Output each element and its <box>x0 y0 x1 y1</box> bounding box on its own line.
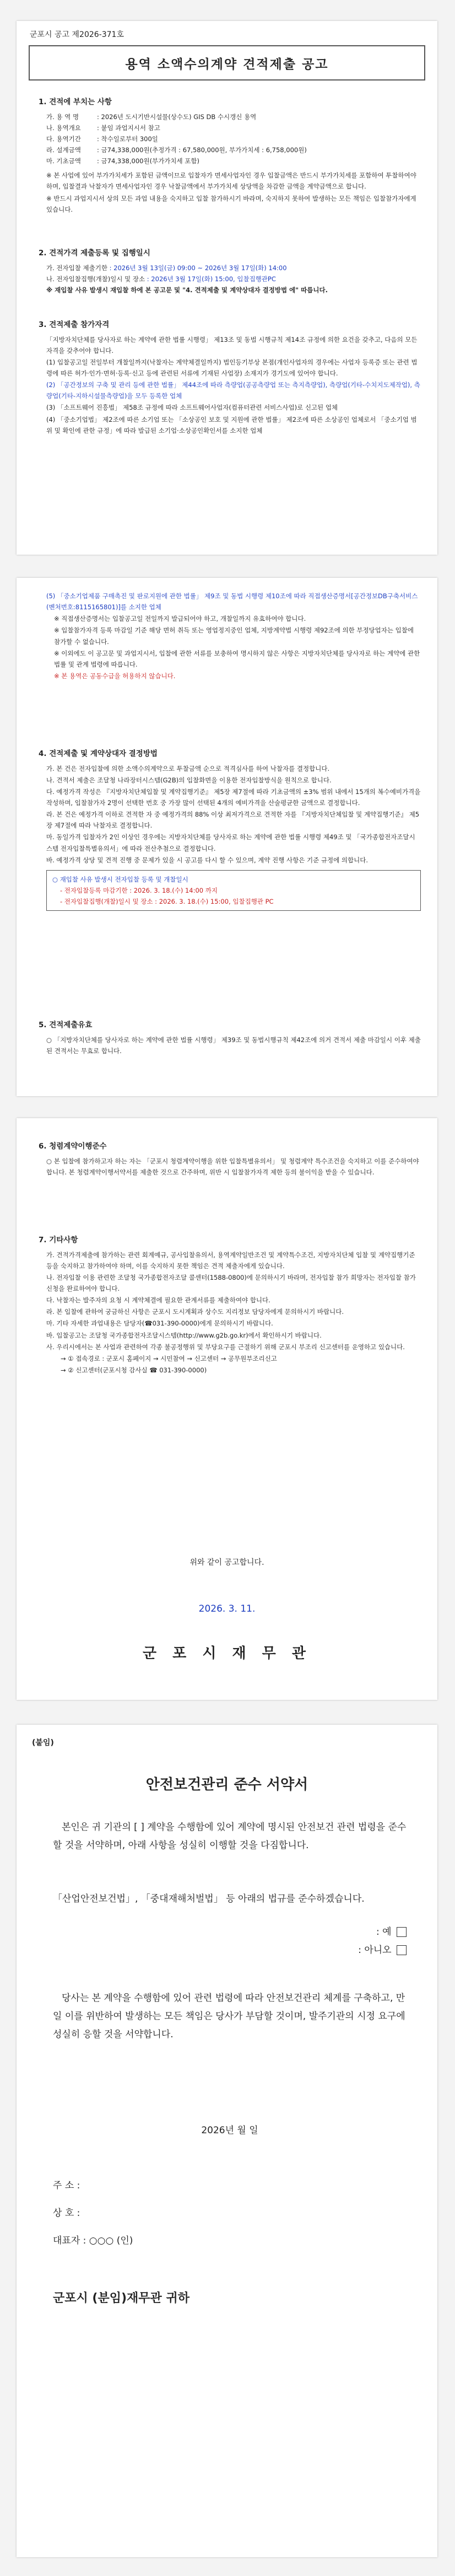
s3-note: ※ 본 용역은 공동수급을 허용하지 않습니다. <box>54 672 176 680</box>
section-2-heading: 2. 견적가격 제출등록 및 집행일시 <box>39 249 150 257</box>
consent-options <box>53 1923 407 1960</box>
doc-number: 군포시 공고 제2026-371호 <box>30 30 124 39</box>
no-checkbox[interactable] <box>397 1945 407 1955</box>
annex-para-2: 「산업안전보건법」, 「중대재해처벌법」 등 아래의 법규를 준수하겠습니다. <box>53 1893 365 1904</box>
section-6 <box>39 1140 421 1178</box>
rebid-line: - 전자입찰등록 마감기한 : 2026. 3. 18.(수) 14:00 까지 <box>60 886 218 894</box>
section-4 <box>39 748 421 915</box>
s3-item: (3) 「소프트웨어 진흥법」 제58조 규정에 따라 소프트웨어사업자(컴퓨터관련 서비스사업)로 신고된 업체 <box>46 404 338 412</box>
s4-item: 다. 예정가격 작성은 『지방자치단체입찰 및 계약집행기준』 제5장 제7절에 따라 기초금액의 ±3% 범위 내에서 15개의 복수예비가격을 작성하며, 입찰참가자 2명이 선택한 번호 중 가장 많이 선택된 4개의 예비가격을 산술평균한 금액으로 결정합니다. <box>46 787 421 807</box>
signer: 군 포 시 재 무 관 <box>143 1645 311 1662</box>
annex-title: 안전보건관리 준수 서약서 <box>145 1777 308 1793</box>
annex-para-3: 당사는 본 계약을 수행함에 있어 관련 법령에 따라 안전보건관리 체계를 구축하고, 만일 이를 위반하여 발생하는 모든 책임은 당사가 부담할 것이며, 발주기관의 시정 요구에 성실히 응할 것을 서약합니다. <box>53 1993 405 2041</box>
s2-note: ※ 재입찰 사유 발생시 재입찰 하에 본 공고문 및 "4. 견적제출 및 계약상대자 결정방법 에" 따릅니다. <box>46 286 328 294</box>
s7-item: 바. 입찰공고는 조달청 국가종합전자조달시스템(http://www.g2b.go.kr)에서 확인하시기 바랍니다. <box>46 1331 322 1339</box>
section-7-heading: 7. 기타사항 <box>39 1236 78 1244</box>
applicant-representative: 대표자 : ○○○ (인) <box>53 2235 133 2246</box>
s7-item: 다. 낙찰자는 발주자의 요청 시 계약체결에 필요한 관계서류를 제출하여야 합니다. <box>46 1296 270 1305</box>
s1-row: 가. 용 역 명 : 2026년 도시기반시설물(상수도) GIS DB 수시갱신 용역 <box>46 112 257 121</box>
rebid-box <box>46 870 421 911</box>
s4-item: 라. 본 건은 예정가격 이하로 견적한 자 중 예정가격의 88% 이상 최저가격으로 견적한 자를 『지방자치단체입찰 및 계약집행기준』 제5장 제7절에 따라 낙찰자로 결정합니다. <box>46 811 420 830</box>
consent-no[interactable]: : 아니오 <box>53 1941 407 1960</box>
section-3 <box>39 319 421 437</box>
section-7 <box>39 1234 421 1376</box>
s6-text: ○ 본 입찰에 참가하고자 하는 자는 「군포시 청렴계약이행을 위한 입찰특별유의서」 및 청렴계약 특수조건을 숙지하고 이를 준수하여야 합니다. 본 청렴계약이행서약서를 제출한 것으로 간주하며, 위반 시 입찰참가자격 제한 등의 불이익을 받을 수 있습니다. <box>46 1157 419 1176</box>
section-4-heading: 4. 견적제출 및 계약상대자 결정방법 <box>39 749 158 758</box>
s3-item: (5) 「중소기업제품 구매촉진 및 판로지원에 관한 법률」 제9조 및 동법 시행령 제10조에 따라 직접생산증명서[공간정보DB구축서비스(벤처번호:8115165801)]를 소지한 업체 <box>46 592 418 611</box>
s1-row: 나. 용역개요 : 붙임 과업지시서 참고 <box>46 124 160 132</box>
yes-checkbox[interactable] <box>397 1927 407 1937</box>
s7-item: 나. 전자입찰 이용 관련한 조달청 국가종합전자조달 콜센터(1588-0800)에 문의하시기 바라며, 전자입찰 참가 희망자는 전자입찰 참가 신청을 완료하여야 합니다. <box>46 1273 416 1292</box>
s7-item: 사. 우리시에서는 본 사업과 관련하여 각종 불공정행위 및 부당요구를 근절하기 위해 군포시 부조리 신고센터를 운영하고 있습니다. <box>46 1343 405 1351</box>
annex-para-1: 본인은 귀 기관의 [ ] 계약을 수행함에 있어 계약에 명시된 안전보건 관련 법령을 준수할 것을 서약하며, 아래 사항을 성실히 이행할 것을 다짐합니다. <box>53 1822 407 1852</box>
page-2 <box>17 578 437 1096</box>
report-line: → ② 신고센터(군포시청 감사실 ☎ 031-390-0000) <box>61 1366 207 1374</box>
applicant-address: 주 소 : <box>53 2180 80 2191</box>
s7-item: 라. 본 입찰에 관하여 궁금하신 사항은 군포시 도시계획과 상수도 지리정보 담당자에게 문의하시기 바랍니다. <box>46 1308 344 1316</box>
annex-date-line: 2026년 월 일 <box>201 2125 258 2136</box>
page-title: 용역 소액수의계약 견적제출 공고 <box>29 45 425 80</box>
section-3-heading: 3. 견적제출 참가자격 <box>39 320 110 329</box>
section-3-continued <box>39 590 421 682</box>
section-2 <box>39 247 421 296</box>
s3-item: (4) 「중소기업법」 제2조에 따른 소기업 또는 「소상공인 보호 및 지원에 관한 법률」 제2조에 따른 소상공인 업체로서 「중소기업 범위 및 확인에 관한 규정」에 따라 발급된 소기업·소상공인확인서를 소지한 업체 <box>46 415 417 434</box>
s2-row: 가. 전자입찰 제출기한 : 2026년 3월 13일(금) 09:00 ~ 2026년 3월 17일(화) 14:00 <box>46 264 287 272</box>
s3-item: (1) 입찰공고일 전일부터 개찰일까지(낙찰자는 계약체결일까지) 법인등기부상 본점(개인사업자의 경우에는 사업자 등록증 또는 관련 법령에 따른 허가·인가·면허·등록·신고 등에 관련된 서류에 기재된 사업장) 소재지가 경기도에 있어야 합니다. <box>46 358 418 377</box>
applicant-company: 상 호 : <box>53 2208 80 2219</box>
annex-addressee: 군포시 (분임)재무관 귀하 <box>53 2291 189 2305</box>
page-3 <box>17 1118 437 1700</box>
s7-item: 가. 견적가격제출에 참가하는 관련 회계예규, 공사입찰유의서, 용역계약일반조건 및 계약특수조건, 지방자치단체 입찰 및 계약집행기준 등을 숙지하고 참가하여야 하며, 이를 숙지하지 못한 책임은 견적 제출자에게 있습니다. <box>46 1251 415 1270</box>
section-6-heading: 6. 청렴계약이행준수 <box>39 1142 107 1151</box>
annex-tag: (붙임) <box>32 1738 54 1747</box>
consent-yes[interactable]: : 예 <box>53 1923 407 1941</box>
s3-note: ※ 직접생산증명서는 입찰공고일 전일까지 발급되어야 하고, 개찰일까지 유효하여야 합니다. <box>54 615 306 623</box>
s3-note: ※ 입찰참가자격 등록 마감일 기준 해당 면허 취득 또는 영업정지중인 업체, 지방계약법 시행령 제92조에 의한 부정당업자는 입찰에 참가할 수 없습니다. <box>54 626 414 646</box>
s1-row: 다. 용역기간 : 착수일로부터 300일 <box>46 135 158 143</box>
page-4 <box>17 1725 437 2557</box>
s1-row: 마. 기초금액 : 금74,338,000원(부가가치세 포함) <box>46 157 199 165</box>
s1-note: ※ 반드시 과업지시서 상의 모든 과업 내용을 숙지하고 입찰 참가하시기 바라며, 숙지하지 못하여 발생하는 모든 책임은 입찰참가자에게 있습니다. <box>46 194 416 213</box>
section-5 <box>39 1019 421 1057</box>
page-1 <box>17 21 437 555</box>
s7-item: 마. 기타 자세한 과업내용은 담당자(☎031-390-0000)에게 문의하시기 바랍니다. <box>46 1319 273 1328</box>
rebid-line: - 전자입찰집행(개찰)일시 및 장소 : 2026. 3. 18.(수) 15:00, 입찰집행관 PC <box>60 898 274 905</box>
report-line: → ① 접속경로 : 군포시 홈페이지 → 시민참여 → 신고센터 → 공무원부조리신고 <box>61 1354 277 1362</box>
s2-row: 나. 전자입찰집행(개찰)일시 및 장소 : 2026년 3월 17일(화) 15:00, 입찰집행관PC <box>46 275 276 283</box>
section-1-heading: 1. 견적에 부치는 사항 <box>39 98 112 106</box>
s1-note: ※ 본 사업에 있어 부가가치세가 포함된 금액이므로 입찰자가 면세사업자인 경우 입찰금액은 반드시 부가가치세를 포함하여 투찰하여야 하며, 입찰결과 낙찰자가 면세사업자인 경우 낙찰금액에서 부가가치세 상당액을 차감한 금액을 계약금액으로 합니다. <box>46 171 416 191</box>
s1-row: 라. 설계금액 : 금74,338,000원(추정가격 : 67,580,000원, 부가가치세 : 6,758,000원) <box>46 146 307 154</box>
closing-text: 위와 같이 공고합니다. <box>189 1558 264 1567</box>
rebid-box-title: ○ 재입찰 사유 발생시 전자입찰 등록 및 개찰일시 <box>52 875 188 883</box>
s3-item: (2) 「공간정보의 구축 및 관리 등에 관한 법률」 제44조에 따라 측량업(공공측량업 또는 측지측량업), 측량업(기타-수치지도제작업), 측량업(기타-지하시설물측량업)을 모두 등록한 업체 <box>46 381 420 400</box>
s4-item: 가. 본 건은 전자입찰에 의한 소액수의계약으로 투찰금액 순으로 적격심사를 하여 낙찰자를 결정합니다. <box>46 764 330 772</box>
s3-note: ※ 이외에도 이 공고문 및 과업지시서, 입찰에 관한 서류를 보충하여 명시하지 않은 사항은 지방자치단체를 당사자로 하는 계약에 관한 법률 및 관계 법령에 따릅니다. <box>54 649 420 668</box>
s3-lead: 「지방자치단체를 당사자로 하는 계약에 관한 법률 시행령」 제13조 및 동법 시행규칙 제14조 규정에 의한 요건을 갖추고, 다음의 모든 자격을 갖추어야 합니다. <box>46 335 418 355</box>
s5-text: ○ 「지방자치단체를 당사자로 하는 계약에 관한 법률 시행령」 제39조 및 동법시행규칙 제42조에 의거 견적서 제출 마감일시 이후 제출된 견적서는 무효로 합니다. <box>46 1035 421 1055</box>
notice-date: 2026. 3. 11. <box>198 1603 256 1614</box>
section-5-heading: 5. 견적제출유효 <box>39 1021 93 1029</box>
s4-item: 마. 동일가격 입찰자가 2인 이상인 경우에는 지방자치단체를 당사자로 하는 계약에 관한 법률 시행령 제49조 및 「국가종합전자조달시스템 전자입찰특별유의서」에 따라 전산추첨으로 결정합니다. <box>46 833 415 852</box>
s4-item: 나. 견적서 제출은 조달청 나라장터시스템(G2B)의 입찰화면을 이용한 전자입찰방식을 원칙으로 합니다. <box>46 776 332 784</box>
section-1 <box>39 96 421 216</box>
s4-item: 바. 예정가격 상당 및 견적 진행 중 문제가 있을 시 공고를 다시 할 수 있으며, 계약 진행 사항은 기준 규정에 의합니다. <box>46 856 368 864</box>
